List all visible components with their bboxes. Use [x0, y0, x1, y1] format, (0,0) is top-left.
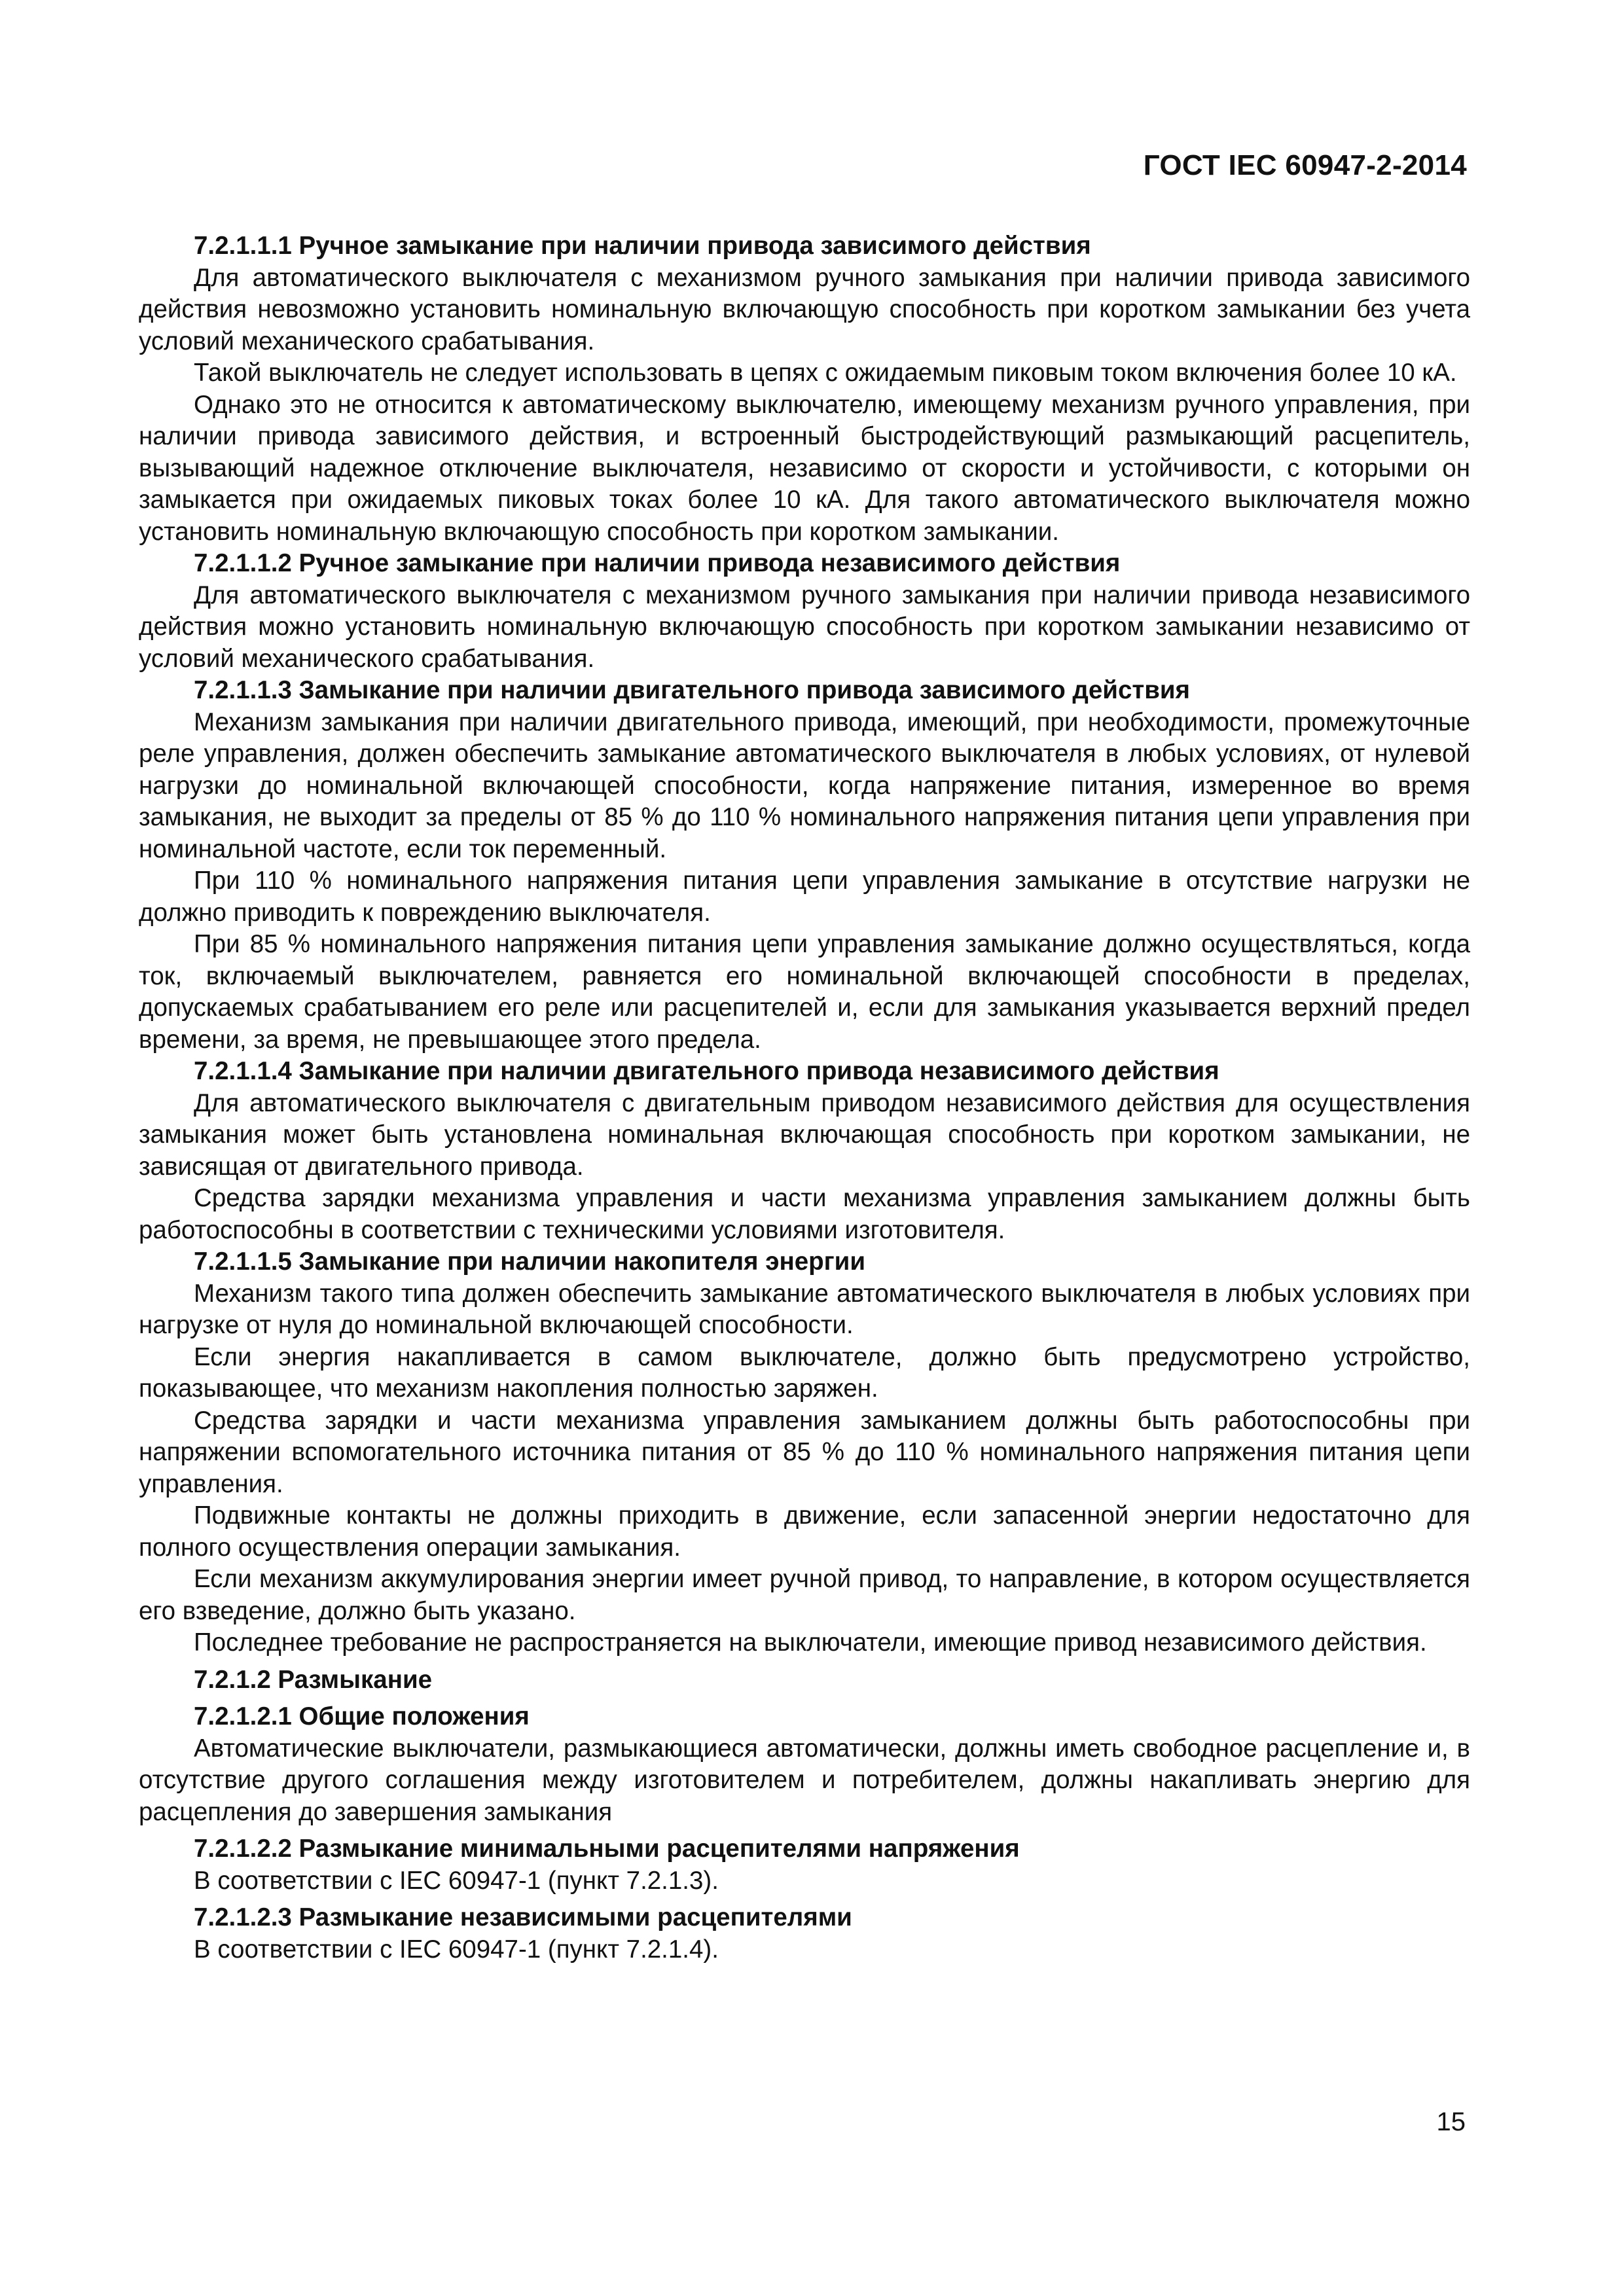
body-paragraph: Подвижные контакты не должны приходить в движение, если запасенной энергии недостаточно для полного осуществления операции замыкания. — [139, 1501, 1470, 1562]
body-paragraph: Средства зарядки механизма управления и части механизма управления замыканием должны быть работоспособны в соответствии с техническими условиями изготовителя. — [139, 1184, 1470, 1244]
body-paragraph: В соответствии с IEC 60947-1 (пункт 7.2.1.4). — [194, 1935, 719, 1964]
section-heading-7-2-1-1-4: 7.2.1.1.4 Замыкание при наличии двигательного привода независимого действия — [194, 1057, 1219, 1085]
section-heading-7-2-1-1-5: 7.2.1.1.5 Замыкание при наличии накопителя энергии — [194, 1247, 866, 1276]
body-paragraph: Однако это не относится к автоматическому выключателю, имеющему механизм ручного управления, при наличии привода зависимого действия, и встроенный быстродействующий размыкающий расцепитель, вызывающий надежное отключение выключателя, независимо от скорости и устойчивости, с которыми он замыкается при ожидаемых пиковых токах более 10 кА. Для такого автоматического выключателя можно установить номинальную включающую способность при коротком замыкании. — [139, 390, 1470, 546]
body-paragraph: Для автоматического выключателя с механизмом ручного замыкания при наличии привода независимого действия можно установить номинальную включающую способность при коротком замыкании независимо от условий механического срабатывания. — [139, 581, 1470, 673]
body-paragraph: Для автоматического выключателя с двигательным приводом независимого действия для осуществления замыкания может быть установлена номинальная включающая способность при коротком замыкании, не зависящая от двигательного привода. — [139, 1088, 1470, 1181]
section-heading-7-2-1-2-3: 7.2.1.2.3 Размыкание независимыми расцепителями — [194, 1903, 852, 1931]
body-paragraph: В соответствии с IEC 60947-1 (пункт 7.2.1.3). — [194, 1866, 719, 1895]
section-heading-7-2-1-2-1: 7.2.1.2.1 Общие положения — [194, 1702, 530, 1731]
body-paragraph: Автоматические выключатели, размыкающиеся автоматически, должны иметь свободное расцепление и, в отсутствие другого соглашения между изготовителем и потребителем, должны накапливать энергию для расцепления до завершения замыкания — [139, 1734, 1470, 1826]
body-paragraph: Механизм замыкания при наличии двигательного привода, имеющий, при необходимости, промежуточные реле управления, должен обеспечить замыкание автоматического выключателя в любых условиях, от нулевой нагрузки до номинальной включающей способности, когда напряжение питания, измеренное во время замыкания, не выходит за пределы от 85 % до 110 % номинального напряжения питания цепи управления при номинальной частоте, если ток переменный. — [139, 708, 1470, 863]
section-heading-7-2-1-1-1: 7.2.1.1.1 Ручное замыкание при наличии привода зависимого действия — [194, 232, 1091, 260]
section-heading-7-2-1-1-2: 7.2.1.1.2 Ручное замыкание при наличии привода независимого действия — [194, 549, 1121, 577]
section-heading-7-2-1-1-3: 7.2.1.1.3 Замыкание при наличии двигательного привода зависимого действия — [194, 676, 1191, 704]
body-paragraph: Для автоматического выключателя с механизмом ручного замыкания при наличии привода зависимого действия невозможно установить номинальную включающую способность при коротком замыкании без учета условий механического срабатывания. — [139, 263, 1470, 355]
body-paragraph: Если энергия накапливается в самом выключателе, должно быть предусмотрено устройство, показывающее, что механизм накопления полностью заряжен. — [139, 1342, 1470, 1403]
body-paragraph: Механизм такого типа должен обеспечить замыкание автоматического выключателя в любых условиях при нагрузке от нуля до номинальной включающей способности. — [139, 1279, 1470, 1339]
body-paragraph: При 110 % номинального напряжения питания цепи управления замыкание в отсутствие нагрузки не должно приводить к повреждению выключателя. — [139, 867, 1470, 927]
body-paragraph: При 85 % номинального напряжения питания цепи управления замыкание должно осуществляться, когда ток, включаемый выключателем, равняется его номинальной включающей способности в пределах, допускаемых срабатыванием его реле или расцепителей и, если для замыкания указывается верхний предел времени, за время, не превышающее этого предела. — [139, 930, 1470, 1054]
body-paragraph: Средства зарядки и части механизма управления замыканием должны быть работоспособны при напряжении вспомогательного источника питания от 85 % до 110 % номинального напряжения питания цепи управления. — [139, 1406, 1470, 1498]
body-paragraph: Последнее требование не распространяется на выключатели, имеющие привод независимого действия. — [194, 1628, 1427, 1657]
section-heading-7-2-1-2: 7.2.1.2 Размыкание — [194, 1665, 433, 1694]
body-paragraph: Если механизм аккумулирования энергии имеет ручной привод, то направление, в котором осуществляется его взведение, должно быть указано. — [139, 1565, 1470, 1625]
body-paragraph: Такой выключатель не следует использовать в цепях с ожидаемым пиковым током включения более 10 кА. — [194, 359, 1457, 387]
document-body — [139, 230, 1470, 1965]
document-code-header: ГОСТ IEC 60947-2-2014 — [1143, 149, 1467, 181]
page-number: 15 — [1436, 2108, 1466, 2136]
section-heading-7-2-1-2-2: 7.2.1.2.2 Размыкание минимальными расцепителями напряжения — [194, 1835, 1020, 1863]
